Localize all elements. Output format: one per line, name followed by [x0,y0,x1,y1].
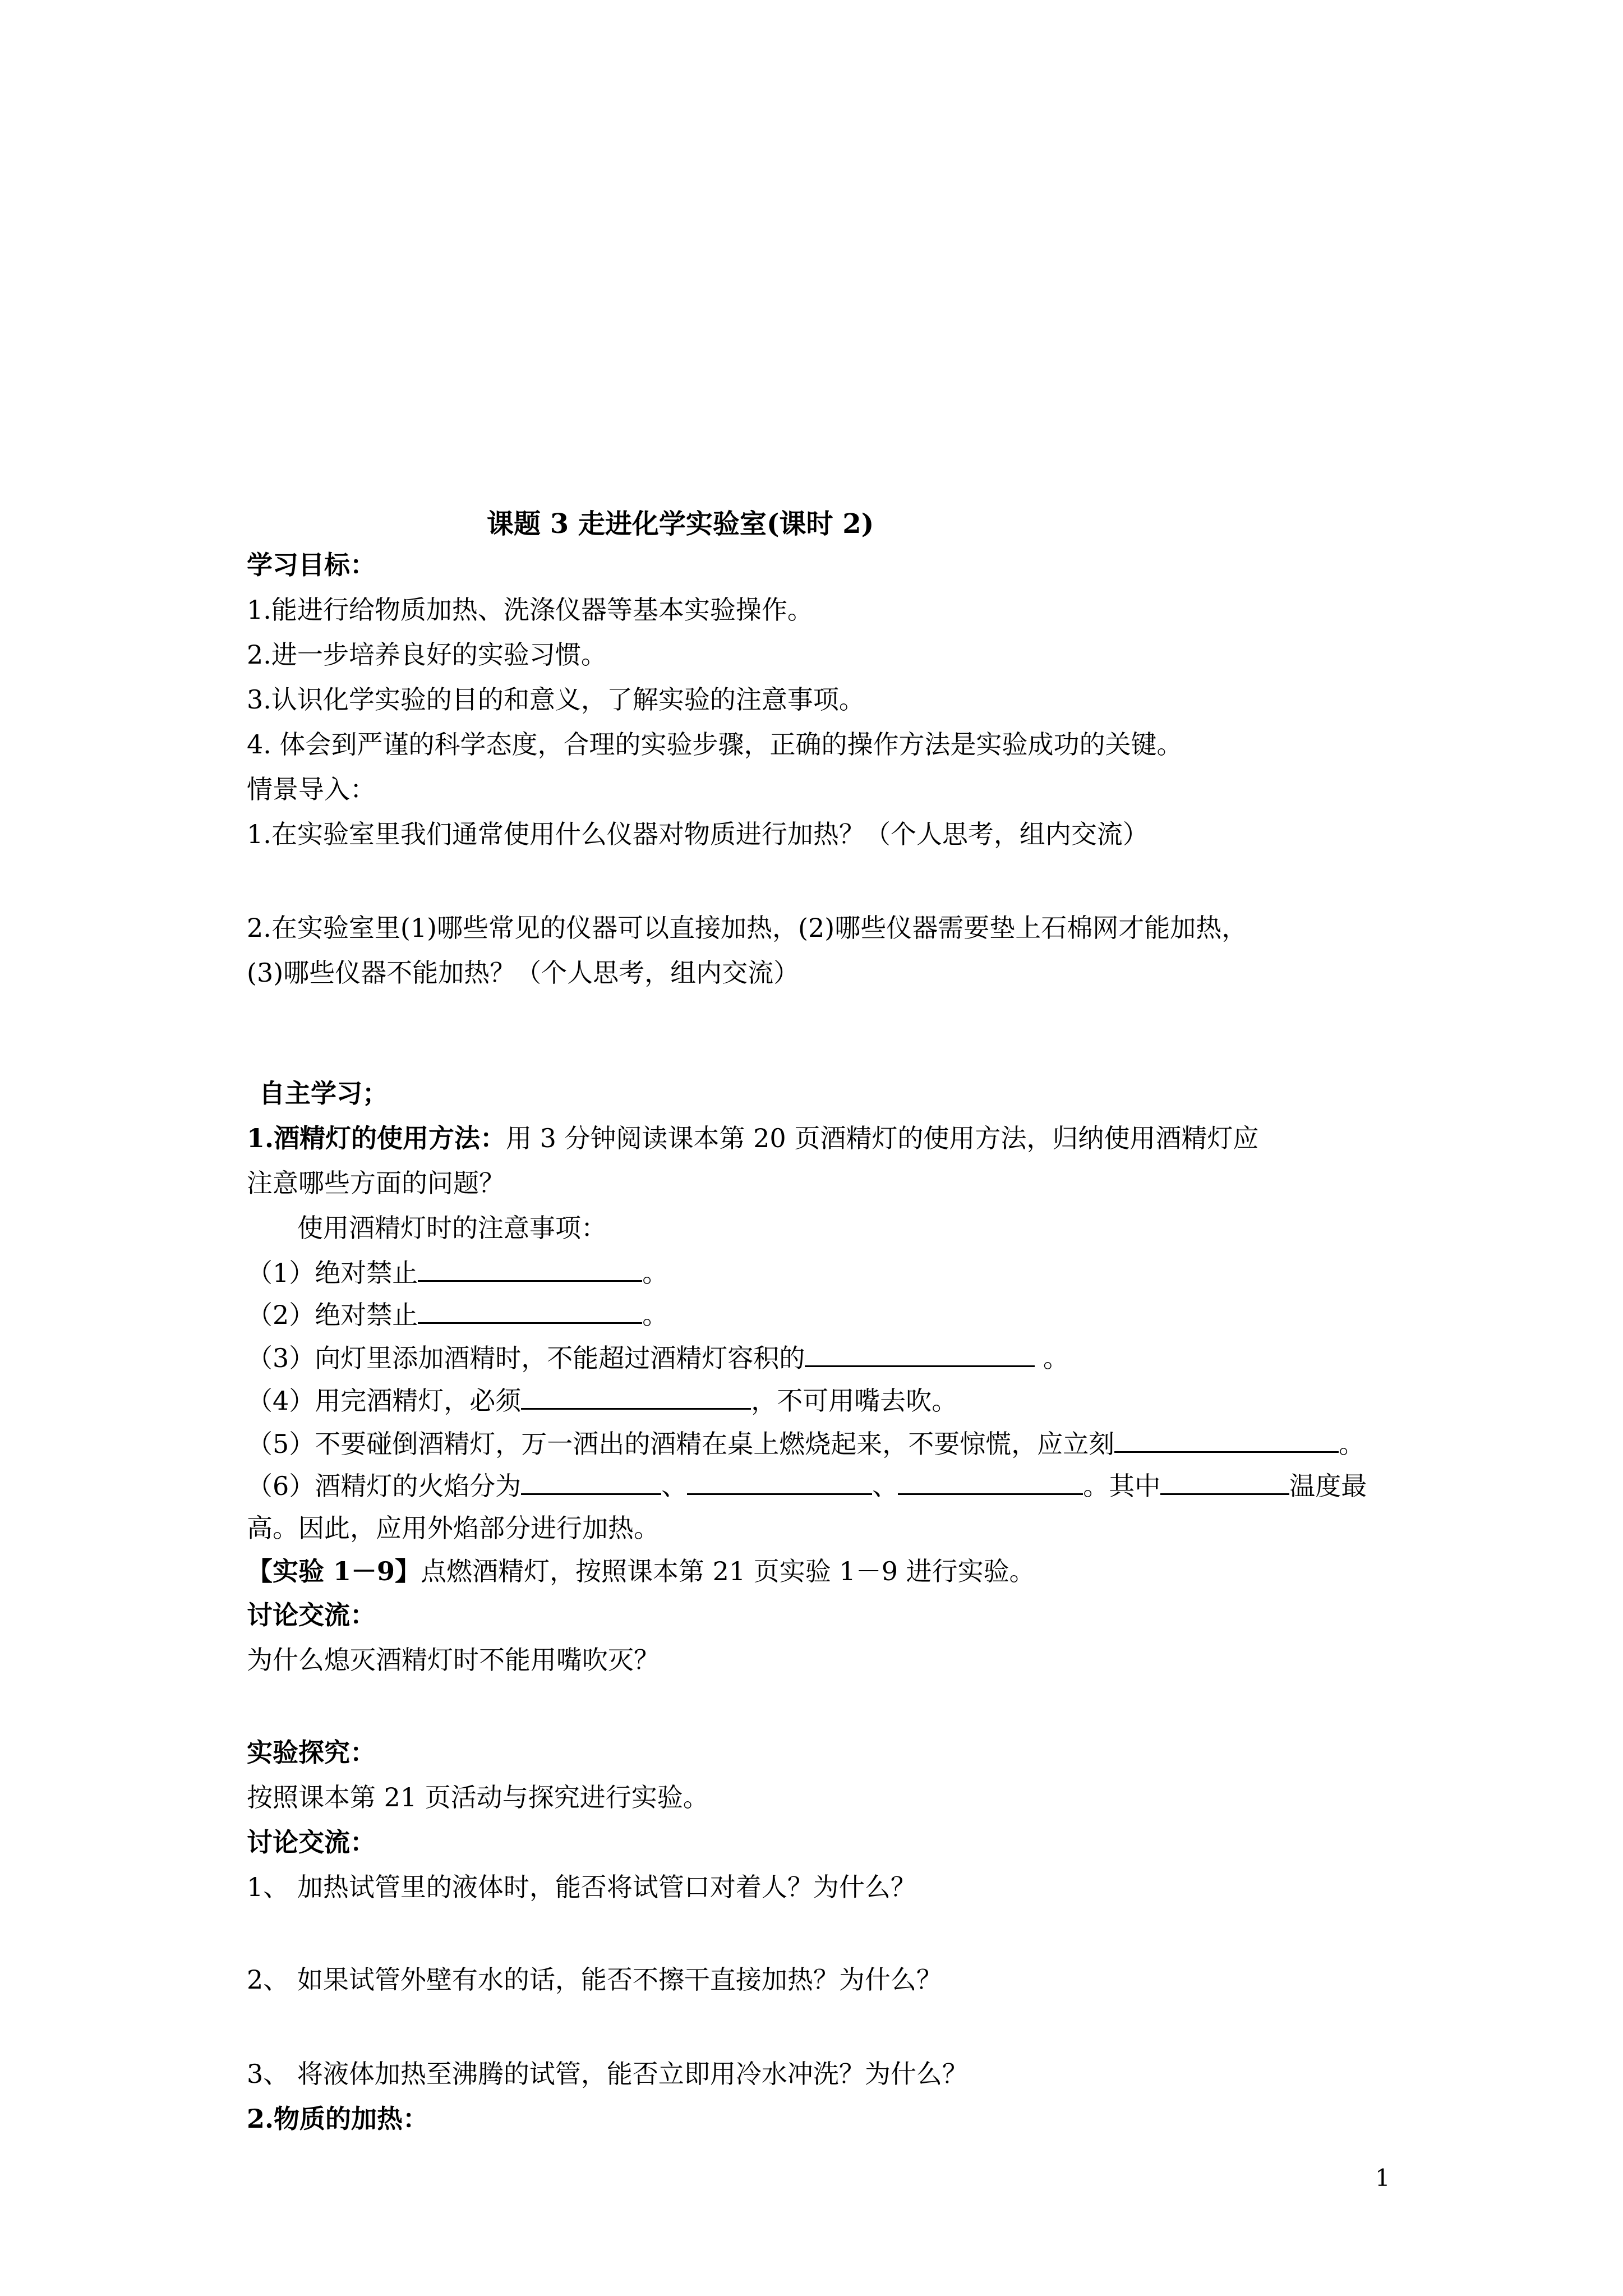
note-4-text: （4）用完酒精灯，必须 [247,1386,522,1416]
heating-heading: 2.物质的加热： [247,2104,429,2134]
note-2 [247,1299,668,1331]
objective-item-1: 1.能进行给物质加热、洗涤仪器等基本实验操作。 [247,595,813,625]
note-6-text-end: 温度最 [1289,1471,1367,1501]
note-6-sep-2: 、 [872,1471,898,1501]
note-6-sep-1: 、 [661,1471,688,1501]
note-5 [247,1428,1364,1460]
experiment-text: 点燃酒精灯，按照课本第 21 页实验 1－9 进行实验。 [421,1556,1035,1586]
intro-question-2b: (3)哪些仪器不能加热？（个人思考，组内交流） [247,958,800,988]
note-5-text: （5）不要碰倒酒精灯，万一洒出的酒精在桌上燃烧起来，不要惊慌，应立刻 [247,1429,1115,1459]
note-3-text: （3）向灯里添加酒精时，不能超过酒精灯容积的 [247,1343,805,1373]
discussion-1-heading: 讨论交流： [247,1600,376,1630]
objectives-heading: 学习目标： [247,550,376,580]
note-3 [247,1342,1069,1374]
note-3-blank[interactable] [805,1343,1035,1367]
note-4-blank[interactable] [521,1386,751,1410]
note-6-blank-4[interactable] [1160,1471,1289,1495]
lamp-usage-title: 1.酒精灯的使用方法： [247,1123,506,1153]
note-6-blank-1[interactable] [521,1471,661,1495]
intro-question-1: 1.在实验室里我们通常使用什么仪器对物质进行加热？（个人思考，组内交流） [247,819,1149,849]
inquiry-text: 按照课本第 21 页活动与探究进行实验。 [247,1782,709,1812]
objective-item-2: 2.进一步培养良好的实验习惯。 [247,639,607,670]
discussion-1-question: 为什么熄灭酒精灯时不能用嘴吹灭？ [247,1645,660,1675]
inquiry-heading: 实验探究： [247,1737,376,1768]
lamp-usage-line [247,1122,1258,1154]
lamp-usage-text-cont: 注意哪些方面的问题？ [247,1168,505,1198]
intro-heading: 情景导入： [247,774,376,804]
note-1 [247,1257,668,1289]
experiment-label: 【实验 1－9】 [247,1556,421,1586]
note-4-text-end: ，不可用嘴去吹。 [751,1386,958,1416]
objective-item-4: 4. 体会到严谨的科学态度，合理的实验步骤，正确的操作方法是实验成功的关键。 [247,729,1183,760]
note-6-text: （6）酒精灯的火焰分为 [247,1471,522,1501]
note-2-blank[interactable] [418,1300,642,1324]
lamp-usage-text: 用 3 分钟阅读课本第 20 页酒精灯的使用方法，归纳使用酒精灯应 [506,1123,1259,1153]
note-6-text-mid: 。其中 [1083,1471,1161,1501]
note-1-blank[interactable] [418,1258,642,1282]
note-6-blank-2[interactable] [687,1471,872,1495]
note-6-cont: 高。因此，应用外焰部分进行加热。 [247,1513,660,1543]
note-6 [247,1470,1367,1502]
note-6-blank-3[interactable] [898,1471,1083,1495]
discussion-2-heading: 讨论交流： [247,1827,376,1857]
page-number: 1 [1375,2164,1390,2192]
experiment-line [247,1555,1035,1588]
note-5-period: 。 [1339,1429,1365,1459]
note-1-period: 。 [642,1258,668,1288]
note-3-period: 。 [1043,1343,1069,1373]
discussion-2-question-2: 2、 如果试管外壁有水的话，能否不擦干直接加热？为什么？ [247,1964,942,1995]
objective-item-3: 3.认识化学实验的目的和意义，了解实验的注意事项。 [247,684,865,715]
note-1-text: （1）绝对禁止 [247,1258,418,1288]
note-2-text: （2）绝对禁止 [247,1300,418,1330]
note-5-blank[interactable] [1114,1429,1339,1453]
note-2-period: 。 [642,1300,668,1330]
discussion-2-question-1: 1、 加热试管里的液体时，能否将试管口对着人？为什么？ [247,1872,916,1902]
intro-question-2a: 2.在实验室里(1)哪些常见的仪器可以直接加热，(2)哪些仪器需要垫上石棉网才能加热， [247,913,1248,943]
notes-heading: 使用酒精灯时的注意事项： [297,1213,607,1243]
self-study-heading: 自主学习； [259,1078,388,1108]
discussion-2-question-3: 3、 将液体加热至沸腾的试管，能否立即用冷水冲洗？为什么？ [247,2059,968,2089]
note-4 [247,1384,957,1417]
page-title: 课题 3 走进化学实验室(课时 2) [487,508,874,540]
